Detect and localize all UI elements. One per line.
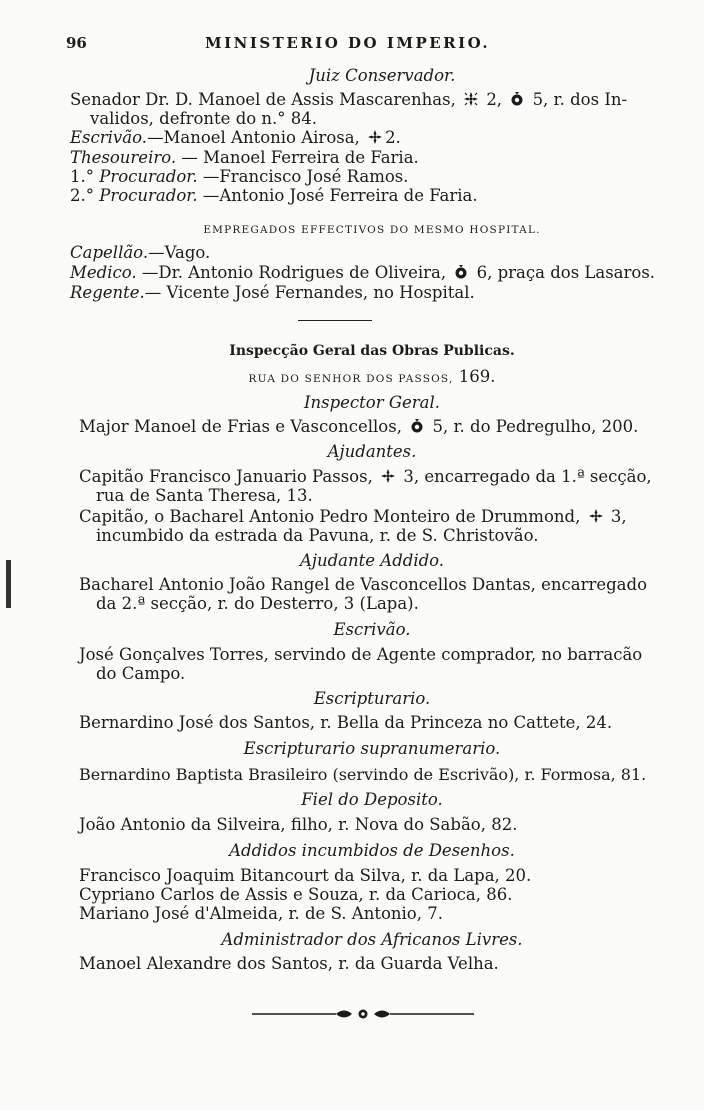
regente-name: — Vicente José Fernandes, no Hospital.: [144, 283, 475, 302]
regente-label: Regente.: [70, 283, 145, 302]
procurador-2-name: —Antonio José Ferreira de Faria.: [202, 186, 478, 205]
inspector-heading: Inspector Geral.: [303, 393, 441, 412]
juiz-heading: Juiz Conservador.: [308, 66, 456, 85]
judge-address-start: 5, r. dos In-: [532, 90, 628, 109]
cross-patee-icon: [380, 468, 396, 484]
rose-medal-icon: [453, 264, 469, 280]
escrivao-obras-line-1: José Gonçalves Torres, servindo de Agente comprador, no barracão: [79, 645, 643, 664]
hospital-staff-heading: EMPREGADOS EFFECTIVOS DO MESMO HOSPITAL.: [203, 224, 541, 236]
ajudante-2-entry: [79, 507, 627, 526]
judge-entry: [70, 90, 627, 109]
ajudante-1-role: 3, encarregado da 1.ª secção,: [403, 467, 652, 486]
addidos-heading: Addidos incumbidos de Desenhos.: [229, 841, 515, 860]
obras-address-street: RUA DO SENHOR DOS PASSOS,: [248, 373, 454, 385]
procurador-1-name: —Francisco José Ramos.: [202, 167, 409, 186]
fiel-line: João Antonio da Silveira, filho, r. Nova do Sabão, 82.: [79, 815, 518, 834]
addidos-line: Francisco Joaquim Bitancourt da Silva, r. da Lapa, 20.: [79, 866, 532, 885]
section-divider: [298, 320, 372, 321]
capellao-entry: [70, 243, 210, 262]
obras-publicas-heading: Inspecção Geral das Obras Publicas.: [229, 343, 515, 359]
regente-entry: [70, 283, 475, 302]
ajudante-2-duty: incumbido da estrada da Pavuna, r. de S. Christovão.: [96, 526, 539, 545]
addidos-line: Cypriano Carlos de Assis e Souza, r. da Carioca, 86.: [79, 885, 513, 904]
escrivao-entry: [70, 128, 401, 147]
escrivao-name: —Manoel Antonio Airosa,: [146, 128, 360, 147]
escripturario-heading: Escripturario.: [313, 689, 431, 708]
inspector-name: Major Manoel de Frias e Vasconcellos,: [79, 417, 402, 436]
cross-patee-icon: [463, 91, 479, 107]
escrivao-obras-heading: Escrivão.: [333, 620, 411, 639]
escrivao-obras-line-2: do Campo.: [96, 664, 186, 683]
administrador-line: Manoel Alexandre dos Santos, r. da Guarda Velha.: [79, 954, 499, 973]
judge-name: Senador Dr. D. Manoel de Assis Mascarenhas,: [70, 90, 456, 109]
tesoureiro-name: — Manoel Ferreira de Faria.: [176, 148, 419, 167]
addido-line-1: Bacharel Antonio João Rangel de Vasconcellos Dantas, encarregado: [79, 575, 648, 594]
scan-margin-mark: [6, 560, 11, 608]
procurador-1-entry: [70, 167, 409, 186]
escripturario-sup-line: Bernardino Baptista Brasileiro (servindo de Escrivão), r. Formosa, 81.: [79, 765, 647, 784]
escripturario-line: Bernardino José dos Santos, r. Bella da Princeza no Cattete, 24.: [79, 713, 613, 732]
medico-entry: [70, 263, 655, 282]
capellao-value: —Vago.: [148, 243, 211, 262]
ajudante-1-address: rua de Santa Theresa, 13.: [96, 486, 313, 505]
tesoureiro-entry: [70, 148, 419, 167]
obras-address: [0, 367, 704, 389]
capellao-label: Capellão.: [70, 243, 149, 262]
running-title: MINISTERIO DO IMPERIO.: [205, 34, 491, 52]
addido-heading: Ajudante Addido.: [299, 551, 445, 570]
addido-line-2: da 2.ª secção, r. do Desterro, 3 (Lapa).: [96, 594, 419, 613]
fiel-heading: Fiel do Deposito.: [301, 790, 443, 809]
obras-address-number: 169.: [458, 367, 496, 386]
cross-patee-icon: [588, 508, 604, 524]
rose-medal-icon: [409, 418, 425, 434]
escripturario-sup-heading: Escripturario supranumerario.: [243, 739, 501, 758]
page-number: 96: [66, 34, 87, 52]
ajudante-2-name: Capitão, o Bacharel Antonio Pedro Monteiro de Drummond,: [79, 507, 581, 526]
ajudante-1-name: Capitão Francisco Januario Passos,: [79, 467, 373, 486]
ajudante-1-entry: [79, 467, 652, 486]
administrador-heading: Administrador dos Africanos Livres.: [221, 930, 523, 949]
ajudantes-heading: Ajudantes.: [327, 442, 417, 461]
inspector-entry: [79, 417, 638, 436]
procurador-2-number: 2.°: [70, 186, 94, 205]
medico-name: —Dr. Antonio Rodrigues de Oliveira,: [141, 263, 447, 282]
procurador-1-label: Procurador.: [99, 167, 198, 186]
judge-order-grade: 2,: [486, 90, 503, 109]
medico-address: 6, praça dos Lasaros.: [476, 263, 656, 282]
escrivao-label: Escrivão.: [70, 128, 147, 147]
escrivao-grade: 2.: [385, 128, 401, 147]
procurador-2-entry: [70, 186, 478, 205]
rose-medal-icon: [509, 91, 525, 107]
inspector-address: 5, r. do Pedregulho, 200.: [432, 417, 639, 436]
tailpiece-ornament: [252, 1004, 474, 1024]
ajudante-2-grade: 3,: [610, 507, 627, 526]
cross-patee-icon: [367, 129, 383, 145]
addidos-line: Mariano José d'Almeida, r. de S. Antonio, 7.: [79, 904, 443, 923]
judge-address: validos, defronte do n.° 84.: [90, 109, 318, 128]
medico-label: Medico.: [70, 263, 137, 282]
procurador-2-label: Procurador.: [99, 186, 198, 205]
procurador-1-number: 1.°: [70, 167, 94, 186]
tesoureiro-label: Thesoureiro.: [70, 148, 177, 167]
